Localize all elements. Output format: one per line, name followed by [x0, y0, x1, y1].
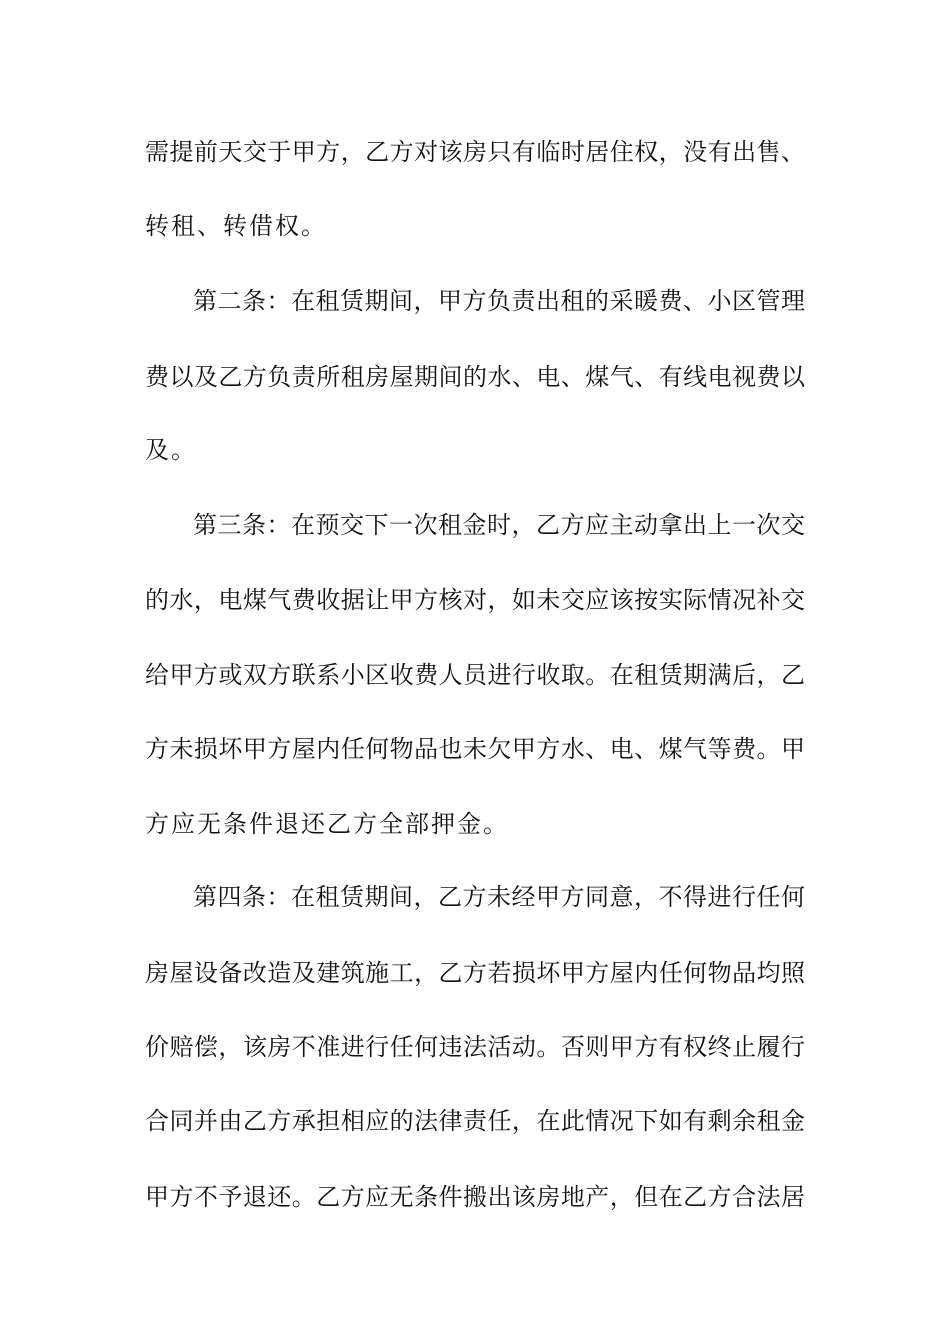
text-line: 房屋设备改造及建筑施工，乙方若损坏甲方屋内任何物品均照	[145, 959, 805, 987]
text-line: 合同并由乙方承担相应的法律责任，在此情况下如有剩余租金	[145, 1107, 805, 1135]
text-line: 方未损坏甲方屋内任何物品也未欠甲方水、电、煤气等费。甲	[145, 735, 805, 763]
paragraph-article-2-start: 第二条：在租赁期间，甲方负责出租的采暖费、小区管理	[193, 287, 805, 315]
text-line: 价赔偿，该房不准进行任何违法活动。否则甲方有权终止履行	[145, 1033, 805, 1061]
text-line: 费以及乙方负责所租房屋期间的水、电、煤气、有线电视费以	[145, 363, 805, 391]
text-line: 转租、转借权。	[145, 212, 327, 240]
paragraph-article-4-start: 第四条：在租赁期间，乙方未经甲方同意，不得进行任何	[193, 883, 805, 911]
text-line: 需提前天交于甲方，乙方对该房只有临时居住权，没有出售、	[145, 138, 805, 166]
text-line: 方应无条件退还乙方全部押金。	[145, 810, 509, 838]
paragraph-article-3-start: 第三条：在预交下一次租金时，乙方应主动拿出上一次交	[193, 511, 805, 539]
text-line: 及。	[145, 436, 197, 464]
text-line: 甲方不予退还。乙方应无条件搬出该房地产，但在乙方合法居	[145, 1183, 805, 1211]
text-line: 的水，电煤气费收据让甲方核对，如未交应该按实际情况补交	[145, 586, 805, 614]
text-line: 给甲方或双方联系小区收费人员进行收取。在租赁期满后，乙	[145, 661, 805, 689]
